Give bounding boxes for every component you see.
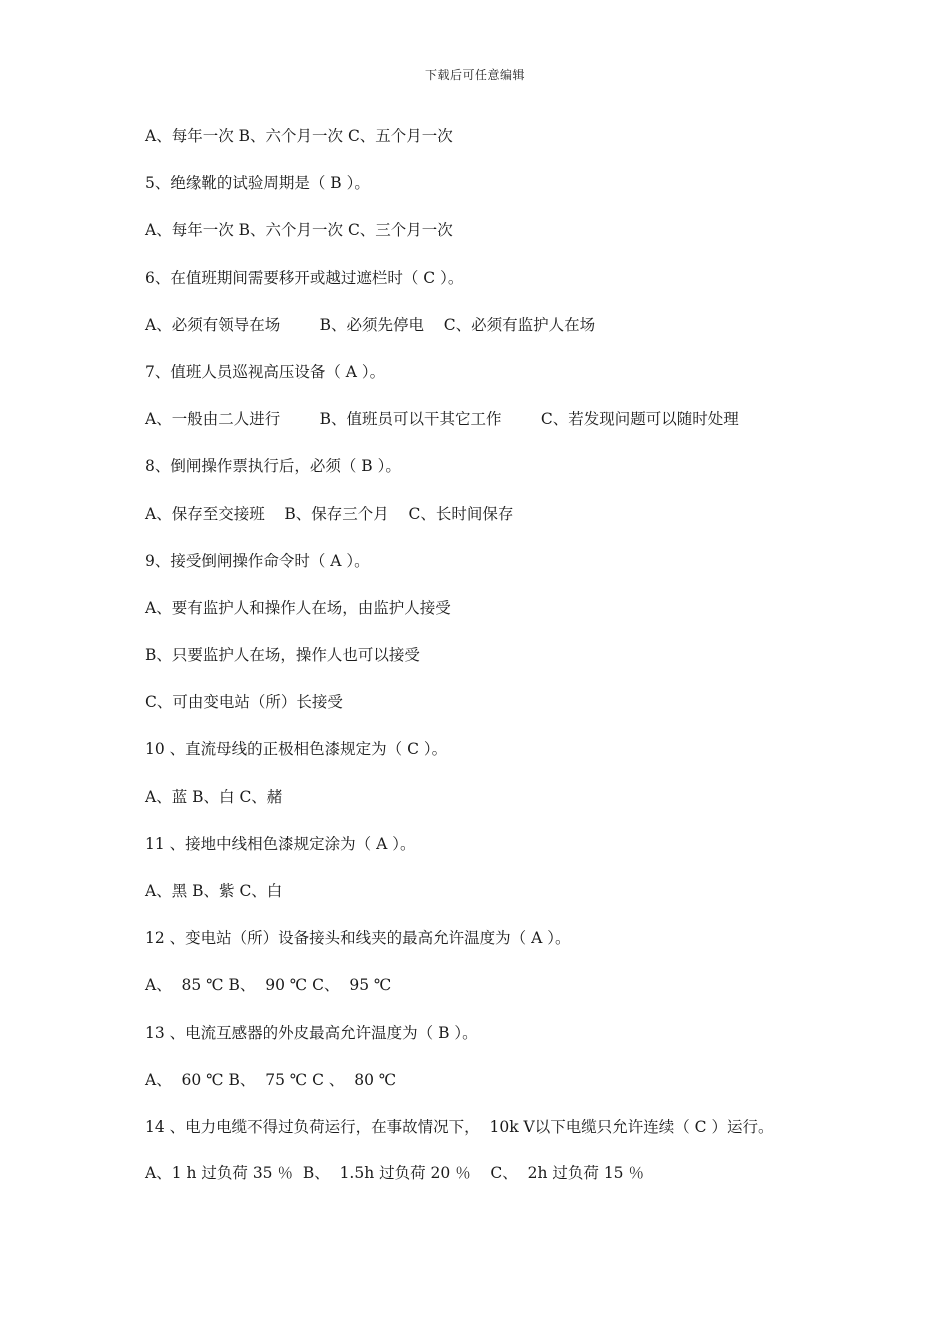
question-9: 9、接受倒闸操作命令时（ A ）。 [145, 551, 370, 570]
question-14: 14 、电力电缆不得过负荷运行，在事故情况下， 10k V以下电缆只允许连续（ C ）运行。 [145, 1117, 774, 1136]
question-11: 11 、接地中线相色漆规定涂为（ A ）。 [145, 834, 416, 853]
answer-option-9c: C、可由变电站（所）长接受 [145, 693, 343, 712]
answer-option-9b: B、只要监护人在场，操作人也可以接受 [145, 646, 420, 665]
document-body [145, 124, 815, 1208]
answer-options-8: A、保存至交接班 B、保存三个月 C、长时间保存 [145, 504, 514, 523]
answer-options-12: A、 85 ℃ B、 90 ℃ C、 95 ℃ [145, 976, 392, 995]
question-12: 12 、变电站（所）设备接头和线夹的最高允许温度为（ A ）。 [145, 929, 571, 948]
question-6: 6、在值班期间需要移开或越过遮栏时（ C ）。 [145, 268, 464, 287]
question-7: 7、值班人员巡视高压设备（ A ）。 [145, 362, 386, 381]
answer-option-9a: A、要有监护人和操作人在场，由监护人接受 [145, 598, 451, 617]
answer-options-13: A、 60 ℃ B、 75 ℃ C 、 80 ℃ [145, 1070, 397, 1089]
answer-options-5: A、每年一次 B、六个月一次 C、三个月一次 [145, 221, 453, 240]
answer-options-14: A、1 h 过负荷 35 ％ B、 1.5h 过负荷 20 ％ C、 2h 过负荷 15 ％ [145, 1163, 644, 1182]
question-5: 5、绝缘靴的试验周期是（ B ）。 [145, 174, 370, 193]
question-8: 8、倒闸操作票执行后，必须（ B ）。 [145, 457, 401, 476]
answer-options-6: A、必须有领导在场 B、必须先停电 C、必须有监护人在场 [145, 315, 596, 334]
answer-options-4: A、每年一次 B、六个月一次 C、五个月一次 [145, 127, 453, 145]
answer-options-10: A、蓝 B、白 C、赭 [145, 787, 283, 806]
answer-options-11: A、黑 B、紫 C、白 [145, 882, 283, 900]
question-10: 10 、直流母线的正极相色漆规定为（ C ）。 [145, 740, 448, 759]
page-header: 下载后可任意编辑 [424, 68, 525, 82]
question-13: 13 、电流互感器的外皮最高允许温度为（ B ）。 [145, 1023, 478, 1042]
answer-options-7: A、一般由二人进行 B、值班员可以干其它工作 C、若发现问题可以随时处理 [145, 410, 739, 429]
